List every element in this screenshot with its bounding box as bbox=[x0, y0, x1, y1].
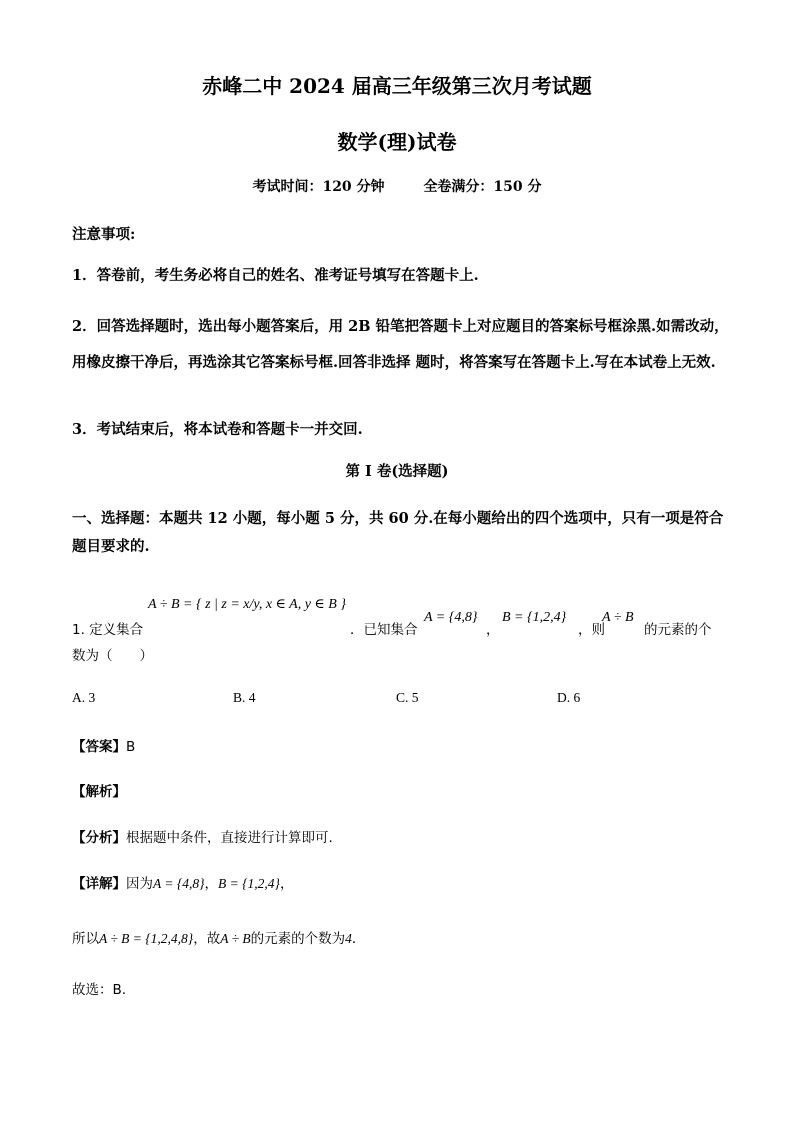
so-expr: A ÷ B = {1,2,4,8} bbox=[99, 931, 194, 946]
xiangjie-line bbox=[72, 872, 293, 892]
so-text3: 的元素的个数为 bbox=[250, 931, 346, 947]
fenxi-label: 【分析】 bbox=[72, 830, 126, 846]
so-end: ． bbox=[351, 931, 366, 947]
so-text1: 所以 bbox=[72, 931, 99, 947]
question-1-suffix: 的元素的个 bbox=[644, 622, 712, 638]
answer-value: B bbox=[126, 739, 136, 755]
set-a-formula: A = {4,8} bbox=[424, 610, 478, 625]
notice-item-2: 2．回答选择题时，选出每小题答案后，用 2B 铅笔把答题卡上对应题目的答案标号框涂黑.如需改动，用橡皮擦干净后，再选涂其它答案标号框.回答非选择 题时，将答案写在答题卡上.写在本试卷上无效. bbox=[72, 318, 729, 371]
full-score: 全卷满分：150 分 bbox=[423, 179, 542, 195]
expr-a-div-b: A ÷ B bbox=[602, 610, 634, 625]
part-title: 一、选择题：本题共 12 小题，每小题 5 分，共 60 分.在每小题给出的四个选项中，只有一项是符合题目要求的. bbox=[72, 510, 724, 555]
exam-meta bbox=[0, 176, 794, 196]
exam-time: 考试时间：120 分钟 bbox=[252, 179, 385, 195]
answer-label: 【答案】 bbox=[72, 739, 126, 755]
option-c: C. 5 bbox=[396, 690, 419, 705]
option-b: B. 4 bbox=[233, 690, 256, 705]
question-1-line2: 数为（ ） bbox=[72, 648, 153, 664]
exam-title: 赤峰二中 2024 届高三年级第三次月考试题 bbox=[202, 74, 592, 98]
notice-item-1: 1．答卷前，考生务必将自己的姓名、准考证号填写在答题卡上. bbox=[72, 267, 479, 284]
notice-title: 注意事项: bbox=[72, 226, 136, 243]
question-1-stem bbox=[72, 578, 732, 638]
question-1-mid1: ．已知集合 bbox=[350, 622, 418, 638]
xiangjie-label: 【详解】 bbox=[72, 876, 126, 892]
option-d: D. 6 bbox=[557, 690, 581, 705]
xiangjie-set-a: A = {4,8} bbox=[153, 876, 205, 891]
set-definition-formula: A ÷ B = { z | z = x/y, x ∈ A, y ∈ B } bbox=[148, 597, 346, 612]
exam-subtitle: 数学(理)试卷 bbox=[337, 130, 457, 154]
set-b-formula: B = {1,2,4} bbox=[502, 610, 567, 625]
fenxi-text: 根据题中条件，直接进行计算即可. bbox=[126, 830, 333, 846]
so-count: 4 bbox=[345, 931, 352, 946]
question-1-prefix: 1. 定义集合 bbox=[72, 622, 144, 638]
fenxi-line bbox=[72, 826, 333, 846]
answer-line bbox=[72, 735, 135, 755]
conclusion-line bbox=[72, 927, 365, 947]
xiangjie-end: ， bbox=[279, 876, 294, 892]
section-title: 第 I 卷(选择题) bbox=[345, 463, 449, 480]
xiangjie-sep: ， bbox=[204, 876, 219, 892]
so-expr2: A ÷ B bbox=[220, 931, 251, 946]
xiangjie-set-b: B = {1,2,4} bbox=[218, 876, 280, 891]
analysis-label: 【解析】 bbox=[72, 784, 126, 800]
notice-item-3: 3．考试结束后，将本试卷和答题卡一并交回. bbox=[72, 421, 363, 438]
option-a: A. 3 bbox=[72, 690, 96, 705]
xiangjie-text: 因为 bbox=[126, 876, 153, 892]
so-text2: ，故 bbox=[193, 931, 221, 947]
final-answer: 故选：B. bbox=[72, 982, 127, 998]
question-1-mid2: ， bbox=[486, 622, 500, 638]
question-1 bbox=[72, 578, 732, 664]
question-1-mid3: ，则 bbox=[578, 622, 605, 638]
